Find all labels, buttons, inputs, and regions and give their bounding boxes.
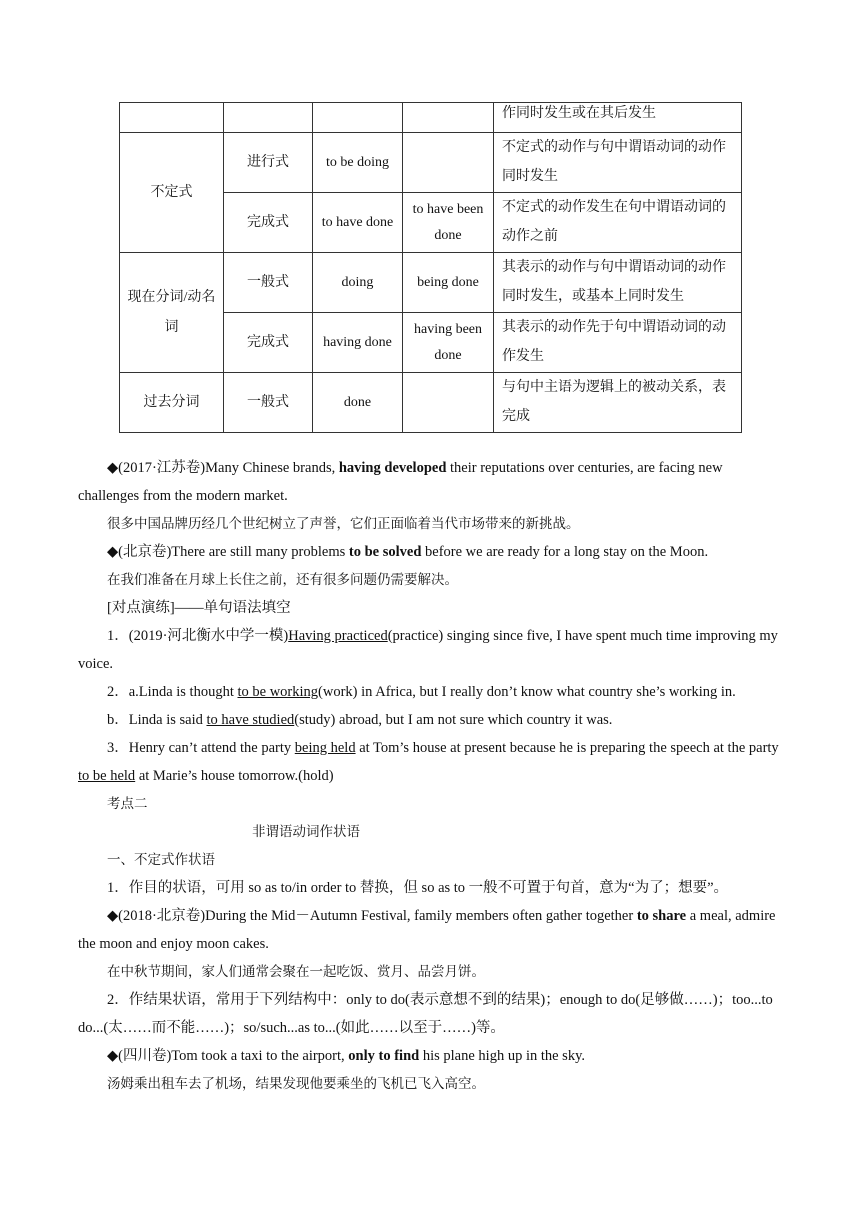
table-cell: having done xyxy=(313,313,403,373)
table-cell: 完成式 xyxy=(224,193,313,253)
table-cell: 其表示的动作与句中谓语动词的动作同时发生，或基本上同时发生 xyxy=(494,253,742,313)
example-sentence: ◆(2018·北京卷)During the Mid－Autumn Festival, family members often gather together to share a meal, admire the moon and enjoy moon cakes. xyxy=(78,908,776,952)
rule-paragraph: 1．作目的状语，可用 so as to/in order to 替换，但 so as to 一般不可置于句首，意为“为了；想要”。 xyxy=(107,880,729,896)
table-cell xyxy=(403,373,494,433)
table-cell xyxy=(120,103,224,133)
table-cell: 一般式 xyxy=(224,373,313,433)
table-cell xyxy=(403,133,494,193)
answer: to have studied xyxy=(206,712,295,728)
exercise-item: 3．Henry can’t attend the party being held at Tom’s house at present because he is preparing the speech at the party to be held at Marie’s house tomorrow.(hold) xyxy=(78,740,779,784)
exercise-item: b．Linda is said to have studied(study) abroad, but I am not sure which country it was. xyxy=(107,712,613,728)
table-cell: 现在分词/动名词 xyxy=(120,253,224,373)
table-cell xyxy=(403,103,494,133)
example-translation: 汤姆乘出租车去了机场，结果发现他要乘坐的飞机已飞入高空。 xyxy=(107,1076,485,1092)
example-translation: 在我们准备在月球上长住之前，还有很多问题仍需要解决。 xyxy=(107,572,458,588)
example-translation: 很多中国品牌历经几个世纪树立了声誉，它们正面临着当代市场带来的新挑战。 xyxy=(107,516,580,532)
drill-heading: [对点演练]——单句语法填空 xyxy=(107,600,291,616)
table-row xyxy=(120,373,742,433)
example-sentence: ◆(四川卷)Tom took a taxi to the airport, only to find his plane high up in the sky. xyxy=(107,1048,586,1064)
table-cell: 不定式 xyxy=(120,133,224,253)
table-row xyxy=(120,253,742,313)
table-cell: done xyxy=(313,373,403,433)
answer: being held xyxy=(294,740,356,756)
table-cell: to be doing xyxy=(313,133,403,193)
table-cell: 进行式 xyxy=(224,133,313,193)
table-cell: having been done xyxy=(403,313,494,373)
table-cell: 完成式 xyxy=(224,313,313,373)
table-cell: to have been done xyxy=(403,193,494,253)
body-text xyxy=(78,454,783,1098)
table-cell xyxy=(224,103,313,133)
table-cell: 与句中主语为逻辑上的被动关系，表完成 xyxy=(494,373,742,433)
rule-paragraph: 2．作结果状语，常用于下列结构中：only to do(表示意想不到的结果)；enough to do(足够做……)；too...to do...(太……而不能……)；so/such...as to...(如此……以至于……)等。 xyxy=(78,992,773,1036)
example-sentence: ◆(北京卷)There are still many problems to be solved before we are ready for a long stay on the Moon. xyxy=(107,544,709,560)
answer: to be held xyxy=(78,768,136,784)
table-cell: 作同时发生或在其后发生 xyxy=(494,103,742,133)
table-cell: 过去分词 xyxy=(120,373,224,433)
table-cell: doing xyxy=(313,253,403,313)
table-cell: being done xyxy=(403,253,494,313)
example-sentence: ◆(2017·江苏卷)Many Chinese brands, having developed their reputations over centuries, are facing new challenges from the modern market. xyxy=(78,460,723,504)
exercise-item: 2．a.Linda is thought to be working(work) in Africa, but I really don’t know what country she’s working in. xyxy=(107,684,736,700)
nonfinite-forms-table xyxy=(119,102,742,433)
section-label: 考点二 xyxy=(107,796,148,812)
table-cell: 其表示的动作先于句中谓语动词的动作发生 xyxy=(494,313,742,373)
subsection-title: 一、不定式作状语 xyxy=(107,852,215,868)
table-cell xyxy=(313,103,403,133)
answer: Having practiced xyxy=(288,628,388,644)
table-cell: 不定式的动作与句中谓语动词的动作同时发生 xyxy=(494,133,742,193)
table-cell: 不定式的动作发生在句中谓语动词的动作之前 xyxy=(494,193,742,253)
table-row xyxy=(120,103,742,133)
exercise-item: 1．(2019·河北衡水中学一模)Having practiced(practice) singing since five, I have spent much time improving my voice. xyxy=(78,628,778,672)
answer: to be working xyxy=(237,684,319,700)
table-row xyxy=(120,133,742,193)
example-translation: 在中秋节期间，家人们通常会聚在一起吃饭、赏月、品尝月饼。 xyxy=(107,964,485,980)
table-cell: to have done xyxy=(313,193,403,253)
section-title: 非谓语动词作状语 xyxy=(252,824,360,840)
table-cell: 一般式 xyxy=(224,253,313,313)
